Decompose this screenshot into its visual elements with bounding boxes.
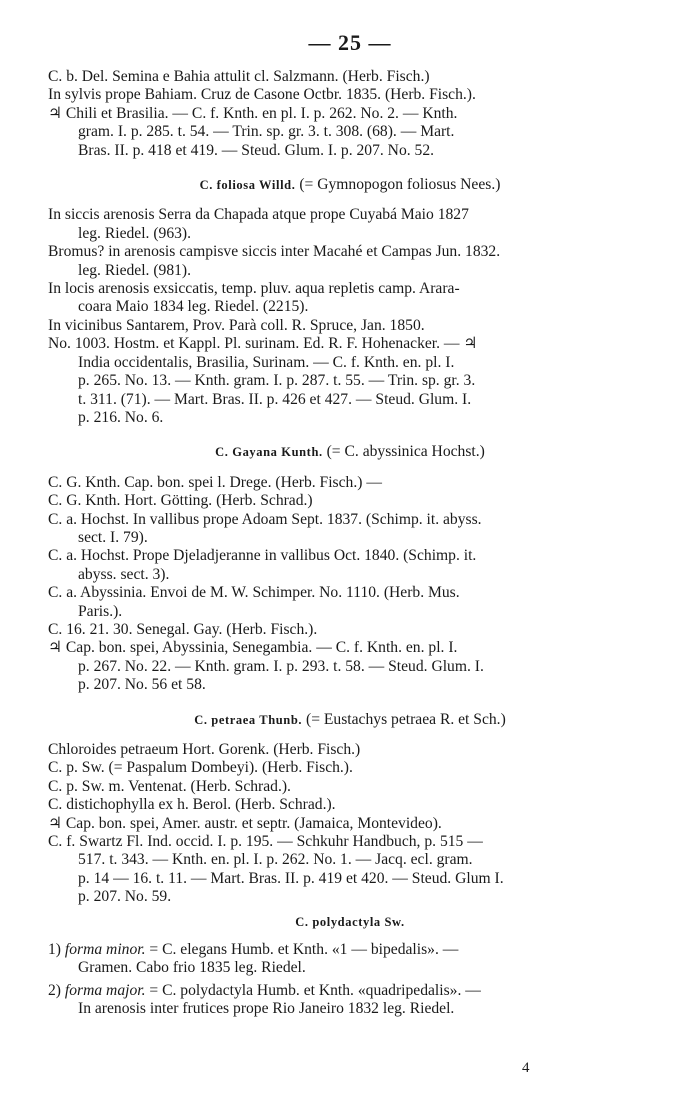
form-text: = C. polydactyla Humb. et Knth. «quadripedalis». — xyxy=(145,981,481,999)
text-line: In arenosis inter frutices prope Rio Janeiro 1832 leg. Riedel. xyxy=(78,1000,455,1018)
species-name: C. petraea Thunb. xyxy=(194,712,303,727)
entry-block-1 xyxy=(48,68,652,160)
text-line: Gramen. Cabo frio 1835 leg. Riedel. xyxy=(78,959,306,977)
species-heading-foliosa xyxy=(48,176,652,194)
species-name: C. polydactyla Sw. xyxy=(295,914,405,929)
text-line: C. a. Abyssinia. Envoi de M. W. Schimper. No. 1110. (Herb. Mus. xyxy=(48,584,460,602)
text-line: C. G. Knth. Cap. bon. spei l. Drege. (Herb. Fisch.) — xyxy=(48,473,382,491)
text-line: Bromus? in arenosis campisve siccis inter Macahé et Campas Jun. 1832. xyxy=(48,243,501,261)
text-line: gram. I. p. 285. t. 54. — Trin. sp. gr. 3. t. 308. (68). — Mart. xyxy=(78,123,455,141)
text-line: leg. Riedel. (981). xyxy=(78,261,192,279)
entry-block-4 xyxy=(48,741,652,907)
page-content xyxy=(48,68,652,1019)
form-label: forma major. xyxy=(64,981,146,999)
text-line: p. 14 — 16. t. 11. — Mart. Bras. II. p. 419 et 420. — Steud. Glum I. xyxy=(78,869,504,887)
text-line: leg. Riedel. (963). xyxy=(78,224,192,242)
species-synonym: (= Gymnopogon foliosus Nees.) xyxy=(295,176,501,194)
text-line: In vicinibus Santarem, Prov. Parà coll. R. Spruce, Jan. 1850. xyxy=(48,316,425,334)
species-heading-polydactyla xyxy=(48,913,652,931)
text-line: ♃ Cap. bon. spei, Amer. austr. et septr. (Jamaica, Montevideo). xyxy=(48,814,442,832)
text-line: coara Maio 1834 leg. Riedel. (2215). xyxy=(78,298,309,316)
text-line: In siccis arenosis Serra da Chapada atque prope Cuyabá Maio 1827 xyxy=(48,206,469,224)
text-line: C. a. Hochst. Prope Djeladjeranne in vallibus Oct. 1840. (Schimp. it. xyxy=(48,547,477,565)
text-line: C. 16. 21. 30. Senegal. Gay. (Herb. Fisch.). xyxy=(48,620,318,638)
text-line: In locis arenosis exsiccatis, temp. pluv. aqua repletis camp. Arara- xyxy=(48,280,460,298)
text-line: abyss. sect. 3). xyxy=(78,565,170,583)
species-heading-gayana xyxy=(48,443,652,461)
species-synonym: (= C. abyssinica Hochst.) xyxy=(322,443,485,461)
text-line: C. p. Sw. (= Paspalum Dombeyi). (Herb. Fisch.). xyxy=(48,759,353,777)
text-line: C. p. Sw. m. Ventenat. (Herb. Schrad.). xyxy=(48,777,291,795)
text-line: Chloroides petraeum Hort. Gorenk. (Herb. Fisch.) xyxy=(48,741,361,758)
text-line: In sylvis prope Bahiam. Cruz de Casone Octbr. 1835. (Herb. Fisch.). xyxy=(48,86,476,104)
form-item-2 xyxy=(48,982,652,1000)
species-heading-petraea xyxy=(48,711,652,729)
species-name: C. Gayana Kunth. xyxy=(215,445,323,460)
page-number: — 25 — xyxy=(308,30,392,55)
item-number: 2) xyxy=(48,981,61,999)
text-line: India occidentalis, Brasilia, Surinam. — C. f. Knth. en. pl. I. xyxy=(78,353,455,371)
species-name: C. foliosa Willd. xyxy=(199,178,296,193)
text-line: 517. t. 343. — Knth. en. pl. I. p. 262. No. 1. — Jacq. ecl. gram. xyxy=(78,851,473,869)
text-line: p. 207. No. 56 et 58. xyxy=(78,676,206,694)
text-line: p. 216. No. 6. xyxy=(78,408,164,426)
form-text: = C. elegans Humb. et Knth. «1 — bipedalis». — xyxy=(145,941,459,959)
text-line: No. 1003. Hostm. et Kappl. Pl. surinam. Ed. R. F. Hohenacker. — ♃ xyxy=(48,335,478,353)
text-line: C. distichophylla ex h. Berol. (Herb. Schrad.). xyxy=(48,796,336,814)
entry-block-5 xyxy=(48,941,652,1019)
text-line: Paris.). xyxy=(78,602,123,620)
text-line: t. 311. (71). — Mart. Bras. II. p. 426 et 427. — Steud. Glum. I. xyxy=(78,390,472,408)
text-line: sect. I. 79). xyxy=(78,528,148,546)
form-label: forma minor. xyxy=(64,941,146,959)
text-line: p. 267. No. 22. — Knth. gram. I. p. 293. t. 58. — Steud. Glum. I. xyxy=(78,657,484,675)
item-number: 1) xyxy=(48,941,61,959)
text-line: C. G. Knth. Hort. Götting. (Herb. Schrad.) xyxy=(48,492,313,510)
text-line: C. f. Swartz Fl. Ind. occid. I. p. 195. — Schkuhr Handbuch, p. 515 — xyxy=(48,833,483,851)
text-line: Bras. II. p. 418 et 419. — Steud. Glum. I. p. 207. No. 52. xyxy=(78,141,435,159)
text-line: C. b. Del. Semina e Bahia attulit cl. Salzmann. (Herb. Fisch.) xyxy=(48,68,430,85)
signature-mark: 4 xyxy=(522,1060,530,1076)
text-line: p. 207. No. 59. xyxy=(78,888,172,906)
entry-block-2 xyxy=(48,206,652,427)
form-item-1 xyxy=(48,941,652,959)
species-synonym: (= Eustachys petraea R. et Sch.) xyxy=(302,710,506,728)
entry-block-3 xyxy=(48,474,652,695)
text-line: C. a. Hochst. In vallibus prope Adoam Sept. 1837. (Schimp. it. abyss. xyxy=(48,510,482,528)
text-line: p. 265. No. 13. — Knth. gram. I. p. 287. t. 55. — Trin. sp. gr. 3. xyxy=(78,372,476,390)
text-line: ♃ Cap. bon. spei, Abyssinia, Senegambia. — C. f. Knth. en. pl. I. xyxy=(48,639,458,657)
text-line: ♃ Chili et Brasilia. — C. f. Knth. en pl. I. p. 262. No. 2. — Knth. xyxy=(48,104,458,122)
